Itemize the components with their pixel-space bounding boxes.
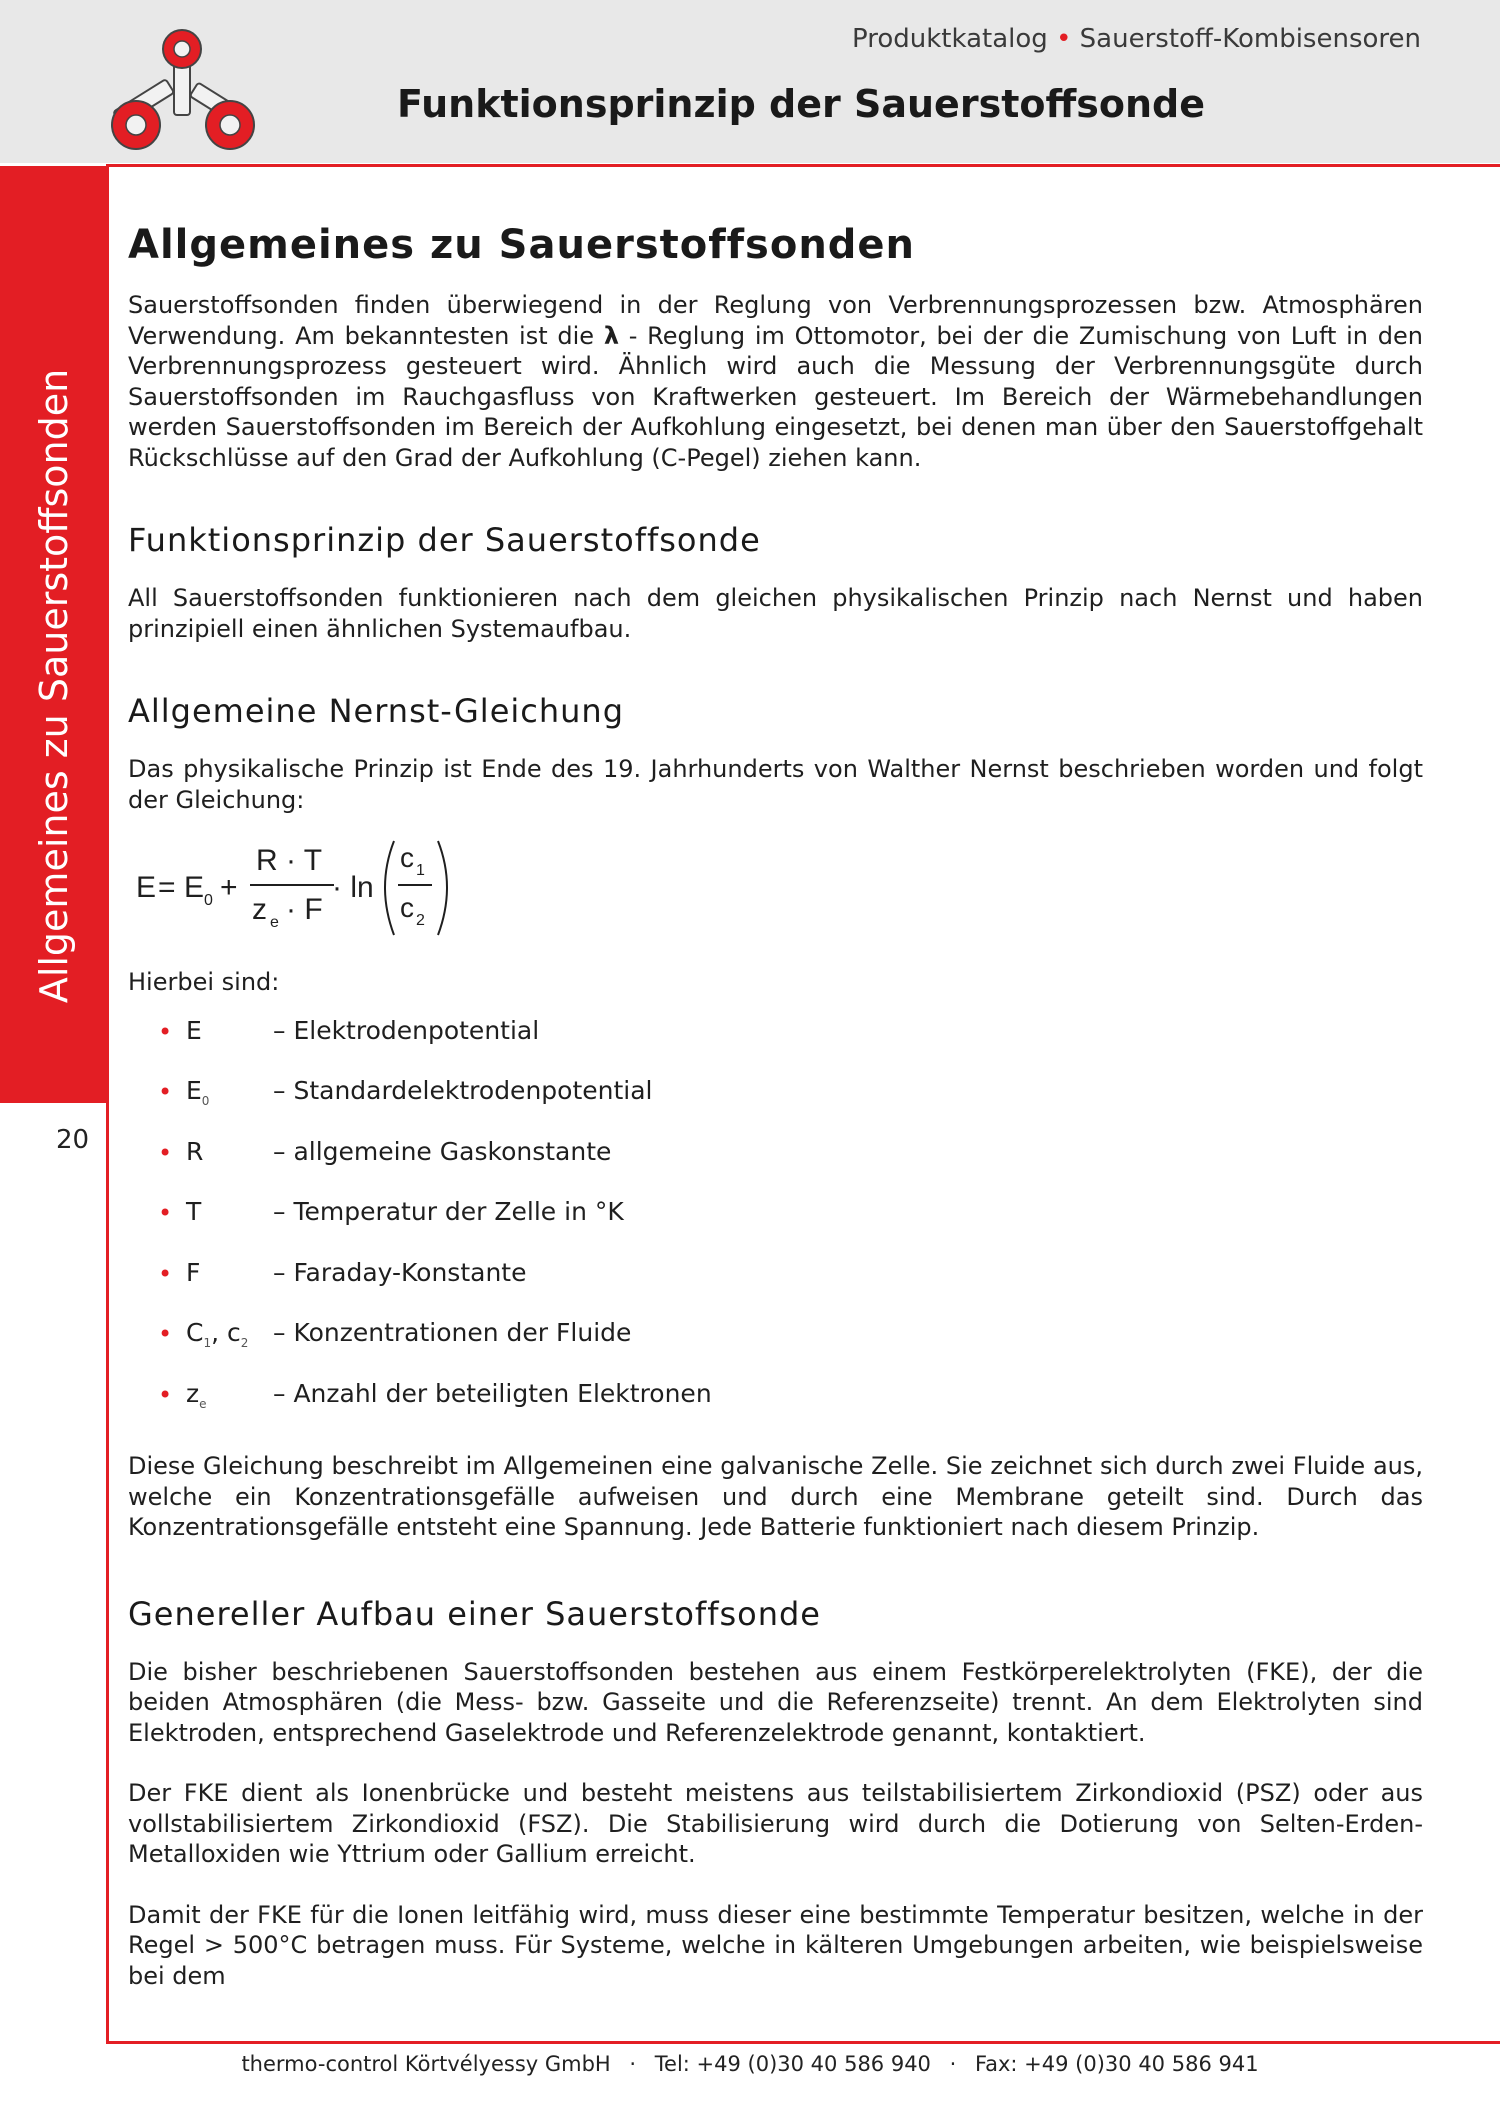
eq-ln: · ln	[332, 871, 374, 904]
eq-c1-sub: 1	[416, 862, 425, 879]
list-item	[128, 1076, 1423, 1137]
list-item	[128, 1197, 1423, 1258]
footer-fax: Fax: +49 (0)30 40 586 941	[974, 2052, 1259, 2076]
hierbei-label: Hierbei sind:	[128, 968, 280, 996]
symbol-base: E	[186, 1015, 202, 1045]
eq-equals: =	[158, 871, 176, 904]
nernst-equation	[136, 835, 1423, 945]
subheading-funktionsprinzip: Funktionsprinzip der Sauerstoffsonde	[128, 521, 761, 559]
intro-text-part-2: - Reglung im Ottomotor, bei der die Zumischung von Luft in den Verbrennungsprozess gesteuert wird. Ähnlich wird auch die Messung der Verbrennungsgüte durch Sauerstoffsonden im Rauchgasfluss von Kraftwerken gesteuert. Im Bereich der Wärmebehandlungen werden Sauerstoffsonden im Bereich der Aufkohlung eingesetzt, bei denen man über den Sauerstoffgehalt Rückschlüsse auf den Grad der Aufkohlung (C-Pegel) ziehen kann.	[128, 321, 1423, 472]
symbol	[186, 1379, 207, 1411]
subheading-aufbau: Genereller Aufbau einer Sauerstoffsonde	[128, 1594, 821, 1633]
category-label: Sauerstoff-Kombisensoren	[1079, 24, 1421, 54]
symbol-description: – Faraday-Konstante	[273, 1257, 527, 1287]
frame-bottom-rule	[106, 2041, 1500, 2044]
frame-top-rule	[108, 164, 1500, 167]
symbol	[186, 1137, 203, 1166]
bullet-icon: •	[158, 1078, 173, 1106]
symbol	[186, 1318, 248, 1350]
symbol	[186, 1016, 202, 1045]
symbol	[186, 1258, 200, 1287]
eq-c2-sub: 2	[416, 912, 425, 929]
eq-plus: +	[220, 871, 238, 904]
subheading-nernst: Allgemeine Nernst-Gleichung	[128, 692, 625, 730]
eq-den-rest: · F	[286, 893, 323, 926]
list-item	[128, 1016, 1423, 1077]
sidebar-section-tab	[0, 166, 108, 1103]
catalog-label: Produktkatalog	[852, 24, 1048, 54]
sidebar-section-label: Allgemeines zu Sauerstoffsonden	[32, 368, 76, 1004]
bullet-icon: •	[158, 1017, 173, 1046]
footer-company: thermo-control Körtvélyessy GmbH	[241, 2052, 611, 2076]
symbol	[186, 1076, 209, 1108]
page-footer	[0, 2052, 1500, 2076]
eq-paren-left	[385, 841, 394, 935]
list-item	[128, 1379, 1423, 1440]
bullet-icon: •	[158, 1320, 173, 1348]
eq-den-z: z	[252, 893, 267, 926]
bullet-icon: •	[158, 1259, 173, 1288]
symbol-subscript: 1	[203, 1336, 212, 1350]
nernst-equation-graphic	[136, 835, 476, 945]
funktionsprinzip-paragraph: All Sauerstoffsonden funktionieren nach dem gleichen physikalischen Prinzip nach Nernst und haben prinzipiell einen ähnlichen Systemaufbau.	[128, 584, 1423, 643]
symbol-description: – Standardelektrodenpotential	[273, 1076, 653, 1105]
eq-e0-base: E	[184, 871, 205, 904]
aufbau-paragraph-1: Die bisher beschriebenen Sauerstoffsonden bestehen aus einem Festkörperelektrolyten (FKE), der die beiden Atmosphären (die Mess- bzw. Gasseite und die Referenzseite) trennt. An dem Elektrolyten sind Elektroden, entsprechend Gaselektrode und Referenzelektrode genannt, kontaktiert.	[128, 1657, 1423, 1747]
eq-numerator: R · T	[256, 844, 323, 877]
footer-separator: ·	[629, 2052, 637, 2076]
galvanic-cell-paragraph: Diese Gleichung beschreibt im Allgemeinen eine galvanische Zelle. Sie zeichnet sich durch zwei Fluide aus, welche ein Konzentrationsgefälle aufweisen und durch eine Membrane geteilt sind. Durch das Konzentrationsgefälle entsteht eine Spannung. Jede Batterie funktioniert nach diesem Prinzip.	[128, 1452, 1423, 1541]
page-title: Funktionsprinzip der Sauerstoffsonde	[397, 82, 1205, 126]
symbol-rest: , c	[211, 1318, 241, 1347]
footer-phone: Tel: +49 (0)30 40 586 940	[654, 2052, 931, 2076]
bullet-icon: •	[158, 1199, 173, 1227]
aufbau-paragraph-3: Damit der FKE für die Ionen leitfähig wird, muss dieser eine bestimmte Temperatur besitzen, welche in der Regel > 500°C betragen muss. Für Systeme, welche in kälteren Umgebungen arbeiten, wie beispielsweise bei dem	[128, 1900, 1423, 1990]
symbol-base: z	[186, 1378, 200, 1408]
symbol-base: F	[186, 1257, 201, 1287]
eq-den-e: e	[270, 914, 279, 931]
intro-paragraph	[128, 290, 1423, 473]
aufbau-paragraph-2: Der FKE dient als Ionenbrücke und besteht meistens aus teilstabilisiertem Zirkondioxid (PSZ) oder aus vollstabilisiertem Zirkondioxid (FSZ). Die Stabilisierung wird durch die Dotierung von Selten-Erden-Metalloxiden wie Yttrium oder Gallium erreicht.	[128, 1779, 1423, 1868]
symbol-description: – Konzentrationen der Fluide	[273, 1318, 632, 1347]
bullet-icon: •	[158, 1380, 173, 1409]
symbol	[186, 1197, 201, 1226]
eq-e0-sub: 0	[204, 892, 213, 909]
eq-lhs: E	[136, 871, 157, 904]
lambda-symbol: λ	[603, 321, 619, 350]
eq-paren-right	[438, 841, 447, 935]
footer-separator: ·	[949, 2052, 957, 2076]
eq-c2-base: c	[400, 892, 414, 923]
symbol-subscript: 0	[201, 1094, 210, 1108]
symbol-definitions	[128, 1016, 1423, 1440]
symbol-description: – Elektrodenpotential	[273, 1015, 540, 1045]
company-logo-icon	[108, 27, 260, 161]
nernst-paragraph: Das physikalische Prinzip ist Ende des 19. Jahrhunderts von Walther Nernst beschrieben worden und folgt der Gleichung:	[128, 755, 1423, 814]
catalog-breadcrumb	[852, 24, 1421, 54]
symbol-base: E	[186, 1076, 202, 1105]
list-item	[128, 1318, 1423, 1379]
bullet-icon: •	[158, 1138, 173, 1167]
main-content	[128, 222, 1423, 2039]
list-item	[128, 1137, 1423, 1198]
symbol-description: – allgemeine Gaskonstante	[273, 1136, 612, 1166]
symbol-description: – Temperatur der Zelle in °K	[273, 1197, 624, 1226]
symbol-base: R	[186, 1136, 204, 1166]
breadcrumb-separator: •	[1056, 24, 1072, 54]
list-item	[128, 1258, 1423, 1319]
page-number: 20	[56, 1125, 90, 1155]
page-header	[0, 0, 1500, 163]
section-heading: Allgemeines zu Sauerstoffsonden	[128, 222, 916, 268]
symbol-base: T	[186, 1197, 202, 1226]
symbol-description: – Anzahl der beteiligten Elektronen	[273, 1378, 712, 1408]
symbol-base: C	[186, 1318, 204, 1347]
symbol-subscript-2: 2	[240, 1336, 249, 1350]
symbol-subscript: e	[199, 1396, 207, 1411]
intro-text-part-1: Sauerstoffsonden finden überwiegend in der Reglung von Verbrennungsprozessen bzw. Atmosphären Verwendung. Am bekanntesten ist die	[128, 291, 1423, 350]
eq-c1-base: c	[400, 842, 414, 873]
